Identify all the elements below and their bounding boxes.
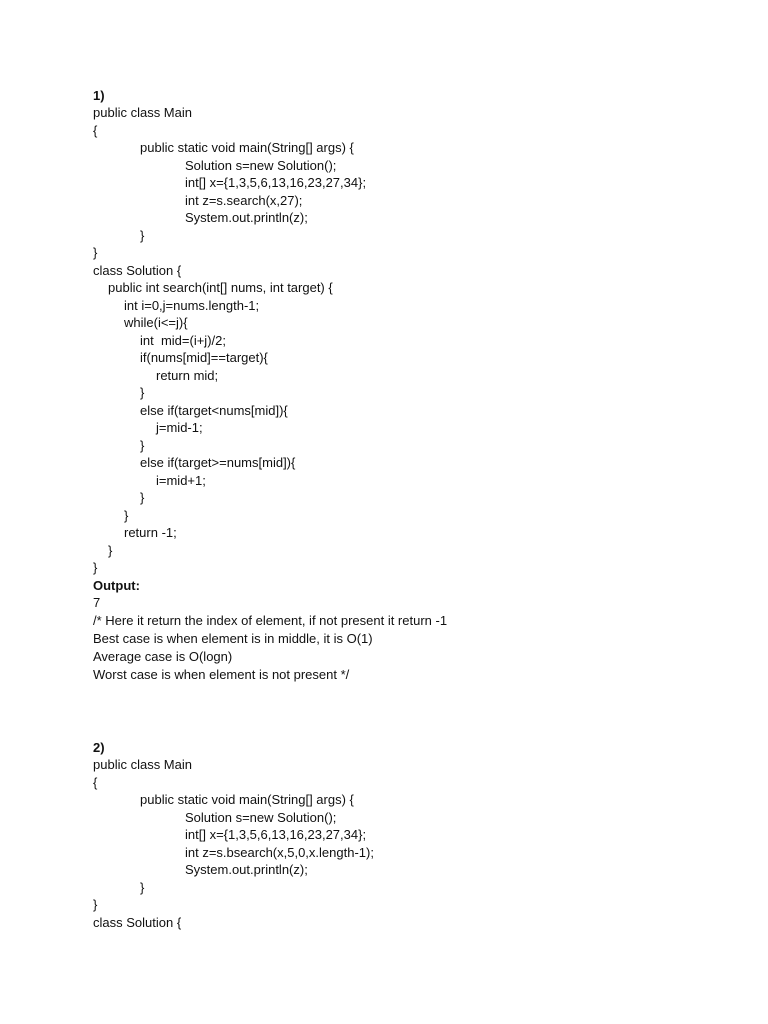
- code-line: }: [124, 508, 129, 523]
- code-line: }: [108, 543, 113, 558]
- code-line: int[] x={1,3,5,6,13,16,23,27,34};: [185, 175, 367, 190]
- code-line: else if(target>=nums[mid]){: [140, 455, 296, 470]
- code-line: }: [140, 490, 145, 505]
- note-line: Average case is O(logn): [93, 649, 233, 664]
- code-line: Solution s=new Solution();: [185, 158, 337, 173]
- code-line: System.out.println(z);: [185, 862, 308, 877]
- code-line: int z=s.search(x,27);: [185, 193, 303, 208]
- output-label: Output:: [93, 578, 140, 593]
- code-line: if(nums[mid]==target){: [140, 350, 268, 365]
- code-line: i=mid+1;: [156, 473, 206, 488]
- code-line: }: [93, 897, 98, 912]
- code-line: }: [140, 880, 145, 895]
- code-line: {: [93, 123, 98, 138]
- note-line: Worst case is when element is not present */: [93, 667, 350, 682]
- code-line: }: [93, 245, 98, 260]
- code-line: return -1;: [124, 525, 177, 540]
- code-line: return mid;: [156, 368, 219, 383]
- code-line: else if(target<nums[mid]){: [140, 403, 288, 418]
- code-line: public static void main(String[] args) {: [140, 140, 354, 155]
- code-line: {: [93, 775, 98, 790]
- note-line: Best case is when element is in middle, it is O(1): [93, 631, 373, 646]
- code-line: public class Main: [93, 757, 192, 772]
- code-line: public static void main(String[] args) {: [140, 792, 354, 807]
- section-heading: 2): [93, 740, 105, 755]
- code-line: }: [140, 438, 145, 453]
- code-line: public class Main: [93, 105, 192, 120]
- code-line: int[] x={1,3,5,6,13,16,23,27,34};: [185, 827, 367, 842]
- code-line: public int search(int[] nums, int target) {: [108, 280, 333, 295]
- code-line: int z=s.bsearch(x,5,0,x.length-1);: [185, 845, 374, 860]
- code-line: class Solution {: [93, 915, 182, 930]
- code-line: int mid=(i+j)/2;: [140, 333, 226, 348]
- code-line: while(i<=j){: [124, 315, 188, 330]
- code-line: }: [140, 228, 145, 243]
- code-line: Solution s=new Solution();: [185, 810, 337, 825]
- code-line: }: [140, 385, 145, 400]
- code-line: class Solution {: [93, 263, 182, 278]
- code-line: }: [93, 560, 98, 575]
- code-line: int i=0,j=nums.length-1;: [124, 298, 260, 313]
- section-heading: 1): [93, 88, 105, 103]
- note-line: /* Here it return the index of element, if not present it return -1: [93, 613, 448, 628]
- code-line: System.out.println(z);: [185, 210, 308, 225]
- code-line: j=mid-1;: [156, 420, 203, 435]
- output-value: 7: [93, 595, 101, 610]
